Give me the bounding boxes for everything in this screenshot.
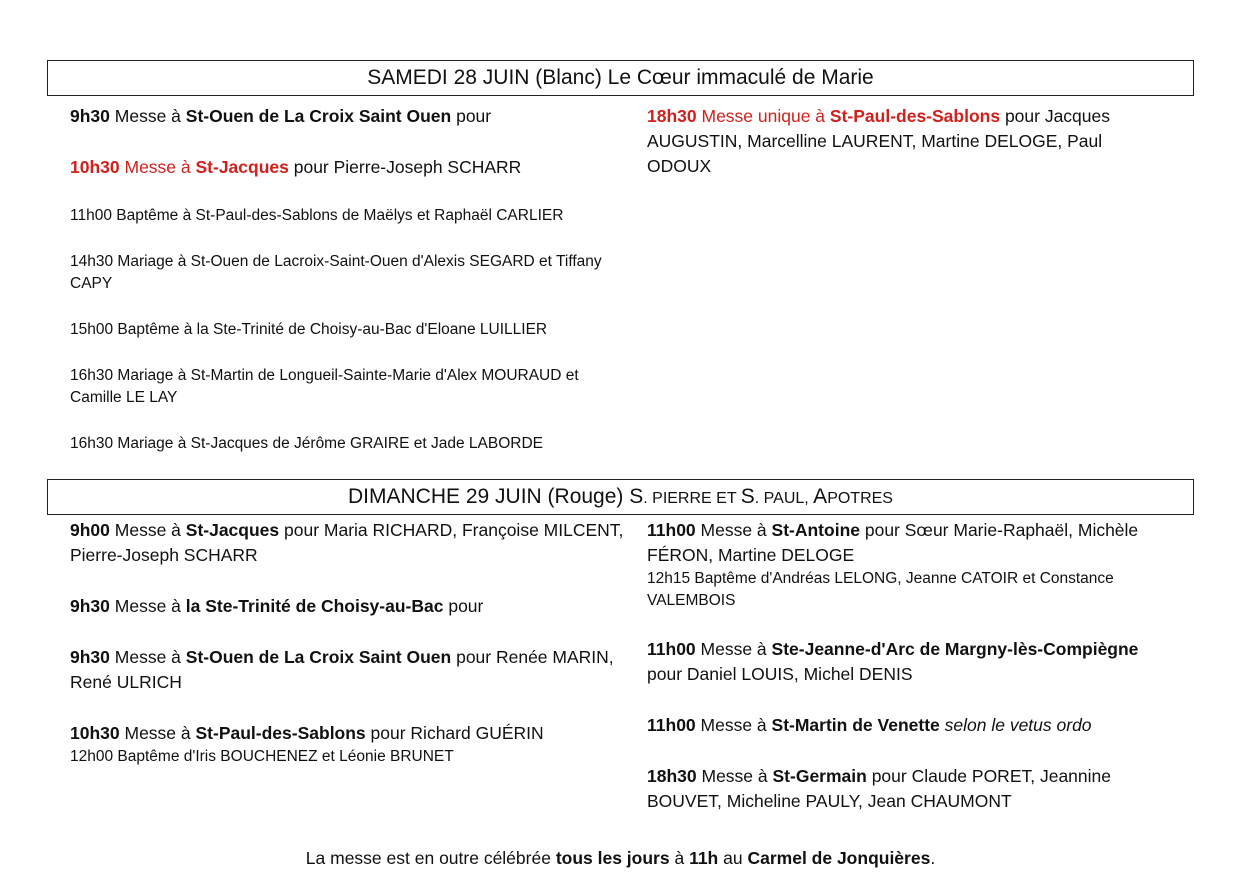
- list-item: 11h00 Baptême à St-Paul-des-Sablons de Maëlys et Raphaël CARLIER: [70, 207, 564, 224]
- list-item: 16h30 Mariage à St-Jacques de Jérôme GRAIRE et Jade LABORDE: [70, 435, 543, 452]
- saturday-title: SAMEDI 28 JUIN (Blanc) Le Cœur immaculé de Marie: [367, 66, 874, 89]
- list-item: 11h00 Messe à St-Martin de Venette selon le vetus ordo: [647, 715, 1092, 735]
- list-item: 11h00 Messe à St-Antoine pour Sœur Marie-Raphaël, Michèle FÉRON, Martine DELOGE: [647, 520, 1139, 565]
- list-item: 10h30 Messe à St-Paul-des-Sablons pour Richard GUÉRIN: [70, 723, 544, 743]
- list-item: 14h30 Mariage à St-Ouen de Lacroix-Saint-Ouen d'Alexis SEGARD et Tiffany CAPY: [70, 253, 602, 292]
- sunday-left-column: [70, 518, 630, 768]
- list-item: 18h30 Messe à St-Germain pour Claude PORET, Jeannine BOUVET, Micheline PAULY, Jean CHAUMONT: [647, 766, 1111, 811]
- list-item: 9h30 Messe à la Ste-Trinité de Choisy-au-Bac pour: [70, 596, 484, 616]
- saturday-banner: [47, 60, 1194, 96]
- sunday-banner: [47, 479, 1194, 515]
- list-item: 18h30 Messe unique à St-Paul-des-Sablons pour Jacques AUGUSTIN, Marcelline LAURENT, Martine DELOGE, Paul ODOUX: [647, 106, 1111, 176]
- list-item: 9h30 Messe à St-Ouen de La Croix Saint Ouen pour Renée MARIN, René ULRICH: [70, 647, 614, 692]
- list-item: 15h00 Baptême à la Ste-Trinité de Choisy-au-Bac d'Eloane LUILLIER: [70, 321, 548, 338]
- list-item: 12h00 Baptême d'Iris BOUCHENEZ et Léonie BRUNET: [70, 748, 454, 765]
- list-item: 10h30 Messe à St-Jacques pour Pierre-Joseph SCHARR: [70, 157, 522, 177]
- footer-note: La messe est en outre célébrée tous les jours à 11h au Carmel de Jonquières.: [305, 848, 936, 868]
- list-item: 16h30 Mariage à St-Martin de Longueil-Sainte-Marie d'Alex MOURAUD et Camille LE LAY: [70, 367, 579, 406]
- list-item: 9h00 Messe à St-Jacques pour Maria RICHARD, Françoise MILCENT, Pierre-Joseph SCHARR: [70, 520, 624, 565]
- list-item: 12h15 Baptême d'Andréas LELONG, Jeanne CATOIR et Constance VALEMBOIS: [647, 570, 1114, 609]
- sunday-right-column: [647, 518, 1177, 814]
- list-item: 9h30 Messe à St-Ouen de La Croix Saint Ouen pour: [70, 106, 492, 126]
- sunday-title: DIMANCHE 29 JUIN (Rouge) S. PIERRE ET S. PAUL, APOTRES: [348, 485, 893, 508]
- saturday-left-column: [70, 104, 630, 455]
- saturday-right-column: [647, 104, 1167, 179]
- list-item: 11h00 Messe à Ste-Jeanne-d'Arc de Margny-lès-Compiègne pour Daniel LOUIS, Michel DENIS: [647, 639, 1139, 684]
